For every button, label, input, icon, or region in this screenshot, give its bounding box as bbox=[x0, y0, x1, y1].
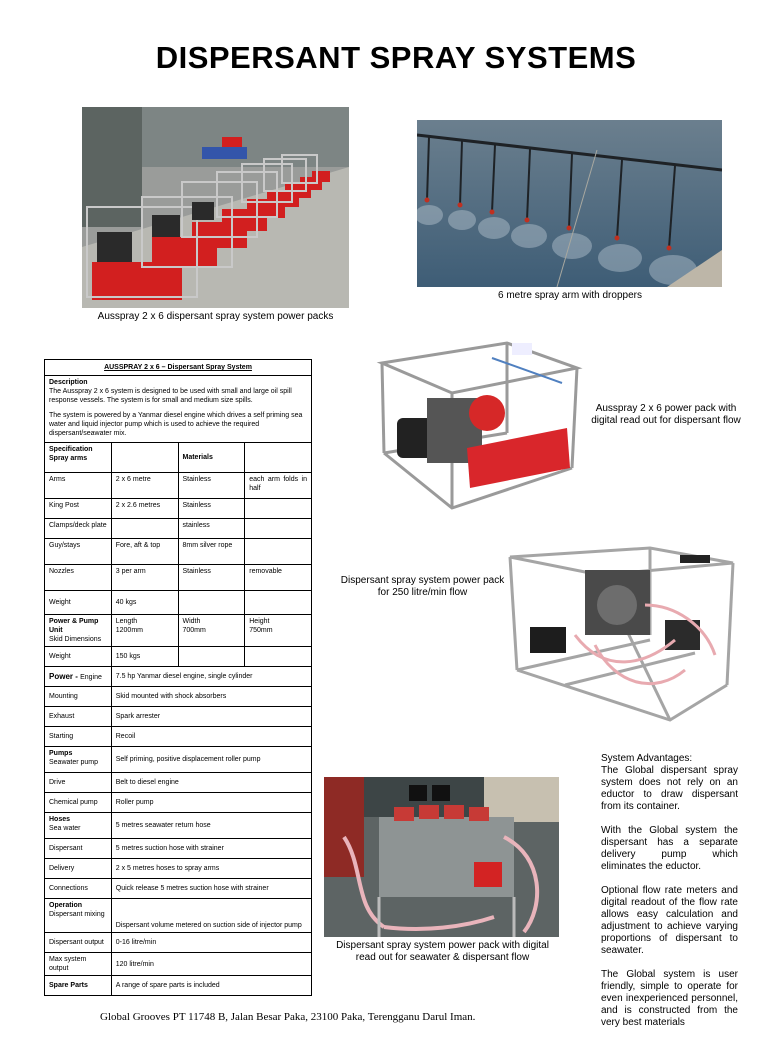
advantages-para-1: System Advantages: The Global dispersant spray system does not rely on an eductor to draw dispersant from its container. bbox=[601, 753, 738, 812]
engine-label: Engine bbox=[80, 673, 102, 681]
table-row bbox=[45, 727, 312, 747]
table-row bbox=[45, 647, 312, 667]
cell: Stainless bbox=[178, 565, 245, 591]
cell: 40 kgs bbox=[111, 591, 178, 615]
cell: Dispersant bbox=[45, 839, 112, 859]
table-row bbox=[45, 707, 312, 727]
table-row bbox=[45, 859, 312, 879]
table-row bbox=[45, 615, 312, 647]
cell: 120 litre/min bbox=[111, 953, 311, 976]
description-cell bbox=[45, 376, 312, 443]
cell: Weight bbox=[45, 591, 112, 615]
length-value: 1200mm bbox=[115, 627, 143, 634]
operation-title: Operation bbox=[49, 902, 83, 909]
cell: 5 metres seawater return hose bbox=[111, 813, 311, 839]
width-label: Width bbox=[182, 618, 201, 625]
cell: 2 x 2.6 metres bbox=[111, 499, 178, 519]
cell: removable bbox=[245, 565, 312, 591]
cell: A range of spare parts is included bbox=[111, 976, 311, 996]
height-value: 750mm bbox=[249, 627, 273, 634]
caption-power-pack: Ausspray 2 x 6 power pack with digital read out for dispersant flow bbox=[591, 403, 741, 426]
table-row bbox=[45, 519, 312, 539]
advantages-para-4: The Global system is user friendly, simple to operate for even inexperienced personnel, and is constructed from the very best materials bbox=[601, 969, 738, 1028]
cell: Dispersant volume metered on suction side of injector pump bbox=[111, 899, 311, 933]
cell: each arm folds in half bbox=[245, 473, 312, 499]
advantages-para-2: With the Global system the dispersant has a separate delivery pump which eliminates the eductor. bbox=[601, 825, 738, 872]
cell: 7.5 hp Yanmar diesel engine, single cylinder bbox=[111, 667, 311, 687]
cell: 5 metres suction hose with strainer bbox=[111, 839, 311, 859]
skid-label: Skid Dimensions bbox=[49, 636, 102, 643]
power-pack-250-photo bbox=[505, 545, 738, 725]
table-row bbox=[45, 899, 312, 933]
cell: Starting bbox=[45, 727, 112, 747]
table-row bbox=[45, 839, 312, 859]
cell: Mounting bbox=[45, 687, 112, 707]
cell: 2 x 5 metres hoses to spray arms bbox=[111, 859, 311, 879]
power-packs-photo bbox=[82, 107, 349, 308]
table-row bbox=[45, 667, 312, 687]
cell: stainless bbox=[178, 519, 245, 539]
cell: Guy/stays bbox=[45, 539, 112, 565]
table-row bbox=[45, 565, 312, 591]
cell: 8mm silver rope bbox=[178, 539, 245, 565]
power-pump-title: Power & Pump Unit bbox=[49, 618, 99, 634]
cell: Recoil bbox=[111, 727, 311, 747]
seawater-pump-label: Seawater pump bbox=[49, 759, 99, 766]
table-row bbox=[45, 793, 312, 813]
page-title: DISPERSANT SPRAY SYSTEMS bbox=[155, 40, 637, 75]
description-title: Description bbox=[49, 379, 88, 386]
cell: Chemical pump bbox=[45, 793, 112, 813]
caption-power-pack-250: Dispersant spray system power pack for 250 litre/min flow bbox=[340, 575, 505, 598]
materials-label: Materials bbox=[182, 454, 213, 461]
dispersant-mixing-label: Dispersant mixing bbox=[49, 911, 105, 918]
cell: King Post bbox=[45, 499, 112, 519]
cell: Quick release 5 metres suction hose with strainer bbox=[111, 879, 311, 899]
table-row bbox=[45, 687, 312, 707]
cell: 2 x 6 metre bbox=[111, 473, 178, 499]
digital-readout-photo bbox=[324, 777, 559, 937]
description-para-2: The system is powered by a Yanmar diesel engine which drives a self priming sea water and liquid injector pump which is used to achieve the required dispersant/seawater mix. bbox=[49, 412, 303, 437]
table-row bbox=[45, 539, 312, 565]
cell: Roller pump bbox=[111, 793, 311, 813]
table-row bbox=[45, 813, 312, 839]
specification-title: Specification bbox=[49, 446, 93, 453]
cell: Clamps/deck plate bbox=[45, 519, 112, 539]
cell: Delivery bbox=[45, 859, 112, 879]
cell: Skid mounted with shock absorbers bbox=[111, 687, 311, 707]
spec-table bbox=[44, 359, 312, 996]
caption-digital-readout: Dispersant spray system power pack with digital read out for seawater & dispersant flow bbox=[336, 940, 549, 963]
hoses-title: Hoses bbox=[49, 816, 71, 823]
description-para-1: The Ausspray 2 x 6 system is designed to be used with small and large oil spill response vessels. The system is for small and medium size spills. bbox=[49, 388, 292, 404]
cell: Dispersant output bbox=[45, 933, 112, 953]
power-label: Power - bbox=[49, 671, 81, 681]
cell: 0-16 litre/min bbox=[111, 933, 311, 953]
cell: Connections bbox=[45, 879, 112, 899]
spec-table-header: AUSSPRAY 2 x 6 – Dispersant Spray System bbox=[45, 360, 312, 376]
advantages-para-3: Optional flow rate meters and digital readout of the flow rate allows easy calculation and adjustment to achieve varying proportions of dispersant to seawater. bbox=[601, 885, 738, 956]
cell: Exhaust bbox=[45, 707, 112, 727]
cell: Stainless bbox=[178, 473, 245, 499]
system-advantages bbox=[601, 753, 738, 1041]
power-pack-photo bbox=[372, 338, 584, 514]
footer-address: Global Grooves PT 11748 B, Jalan Besar Paka, 23100 Paka, Terengganu Darul Iman. bbox=[100, 1011, 476, 1023]
cell: Stainless bbox=[178, 499, 245, 519]
cell: 150 kgs bbox=[111, 647, 178, 667]
table-row bbox=[45, 499, 312, 519]
cell: Max system output bbox=[45, 953, 112, 976]
spray-arms-label: Spray arms bbox=[49, 455, 88, 462]
pumps-title: Pumps bbox=[49, 750, 73, 757]
cell: Drive bbox=[45, 773, 112, 793]
cell: Arms bbox=[45, 473, 112, 499]
caption-power-packs: Ausspray 2 x 6 dispersant spray system power packs bbox=[97, 311, 334, 322]
table-row bbox=[45, 879, 312, 899]
cell: Self priming, positive displacement roller pump bbox=[111, 747, 311, 773]
spare-parts-label: Spare Parts bbox=[49, 982, 88, 989]
cell: Nozzles bbox=[45, 565, 112, 591]
table-row bbox=[45, 933, 312, 953]
table-row bbox=[45, 953, 312, 976]
table-row bbox=[45, 976, 312, 996]
table-row bbox=[45, 473, 312, 499]
cell: Weight bbox=[45, 647, 112, 667]
cell: Fore, aft & top bbox=[111, 539, 178, 565]
sea-water-label: Sea water bbox=[49, 825, 81, 832]
spray-arm-photo bbox=[417, 120, 722, 287]
table-row bbox=[45, 591, 312, 615]
caption-spray-arm: 6 metre spray arm with droppers bbox=[498, 290, 642, 301]
table-row bbox=[45, 747, 312, 773]
cell: Spark arrester bbox=[111, 707, 311, 727]
table-row bbox=[45, 773, 312, 793]
height-label: Height bbox=[249, 618, 270, 625]
width-value: 700mm bbox=[182, 627, 206, 634]
cell: 3 per arm bbox=[111, 565, 178, 591]
length-label: Length bbox=[115, 618, 138, 625]
cell: Belt to diesel engine bbox=[111, 773, 311, 793]
